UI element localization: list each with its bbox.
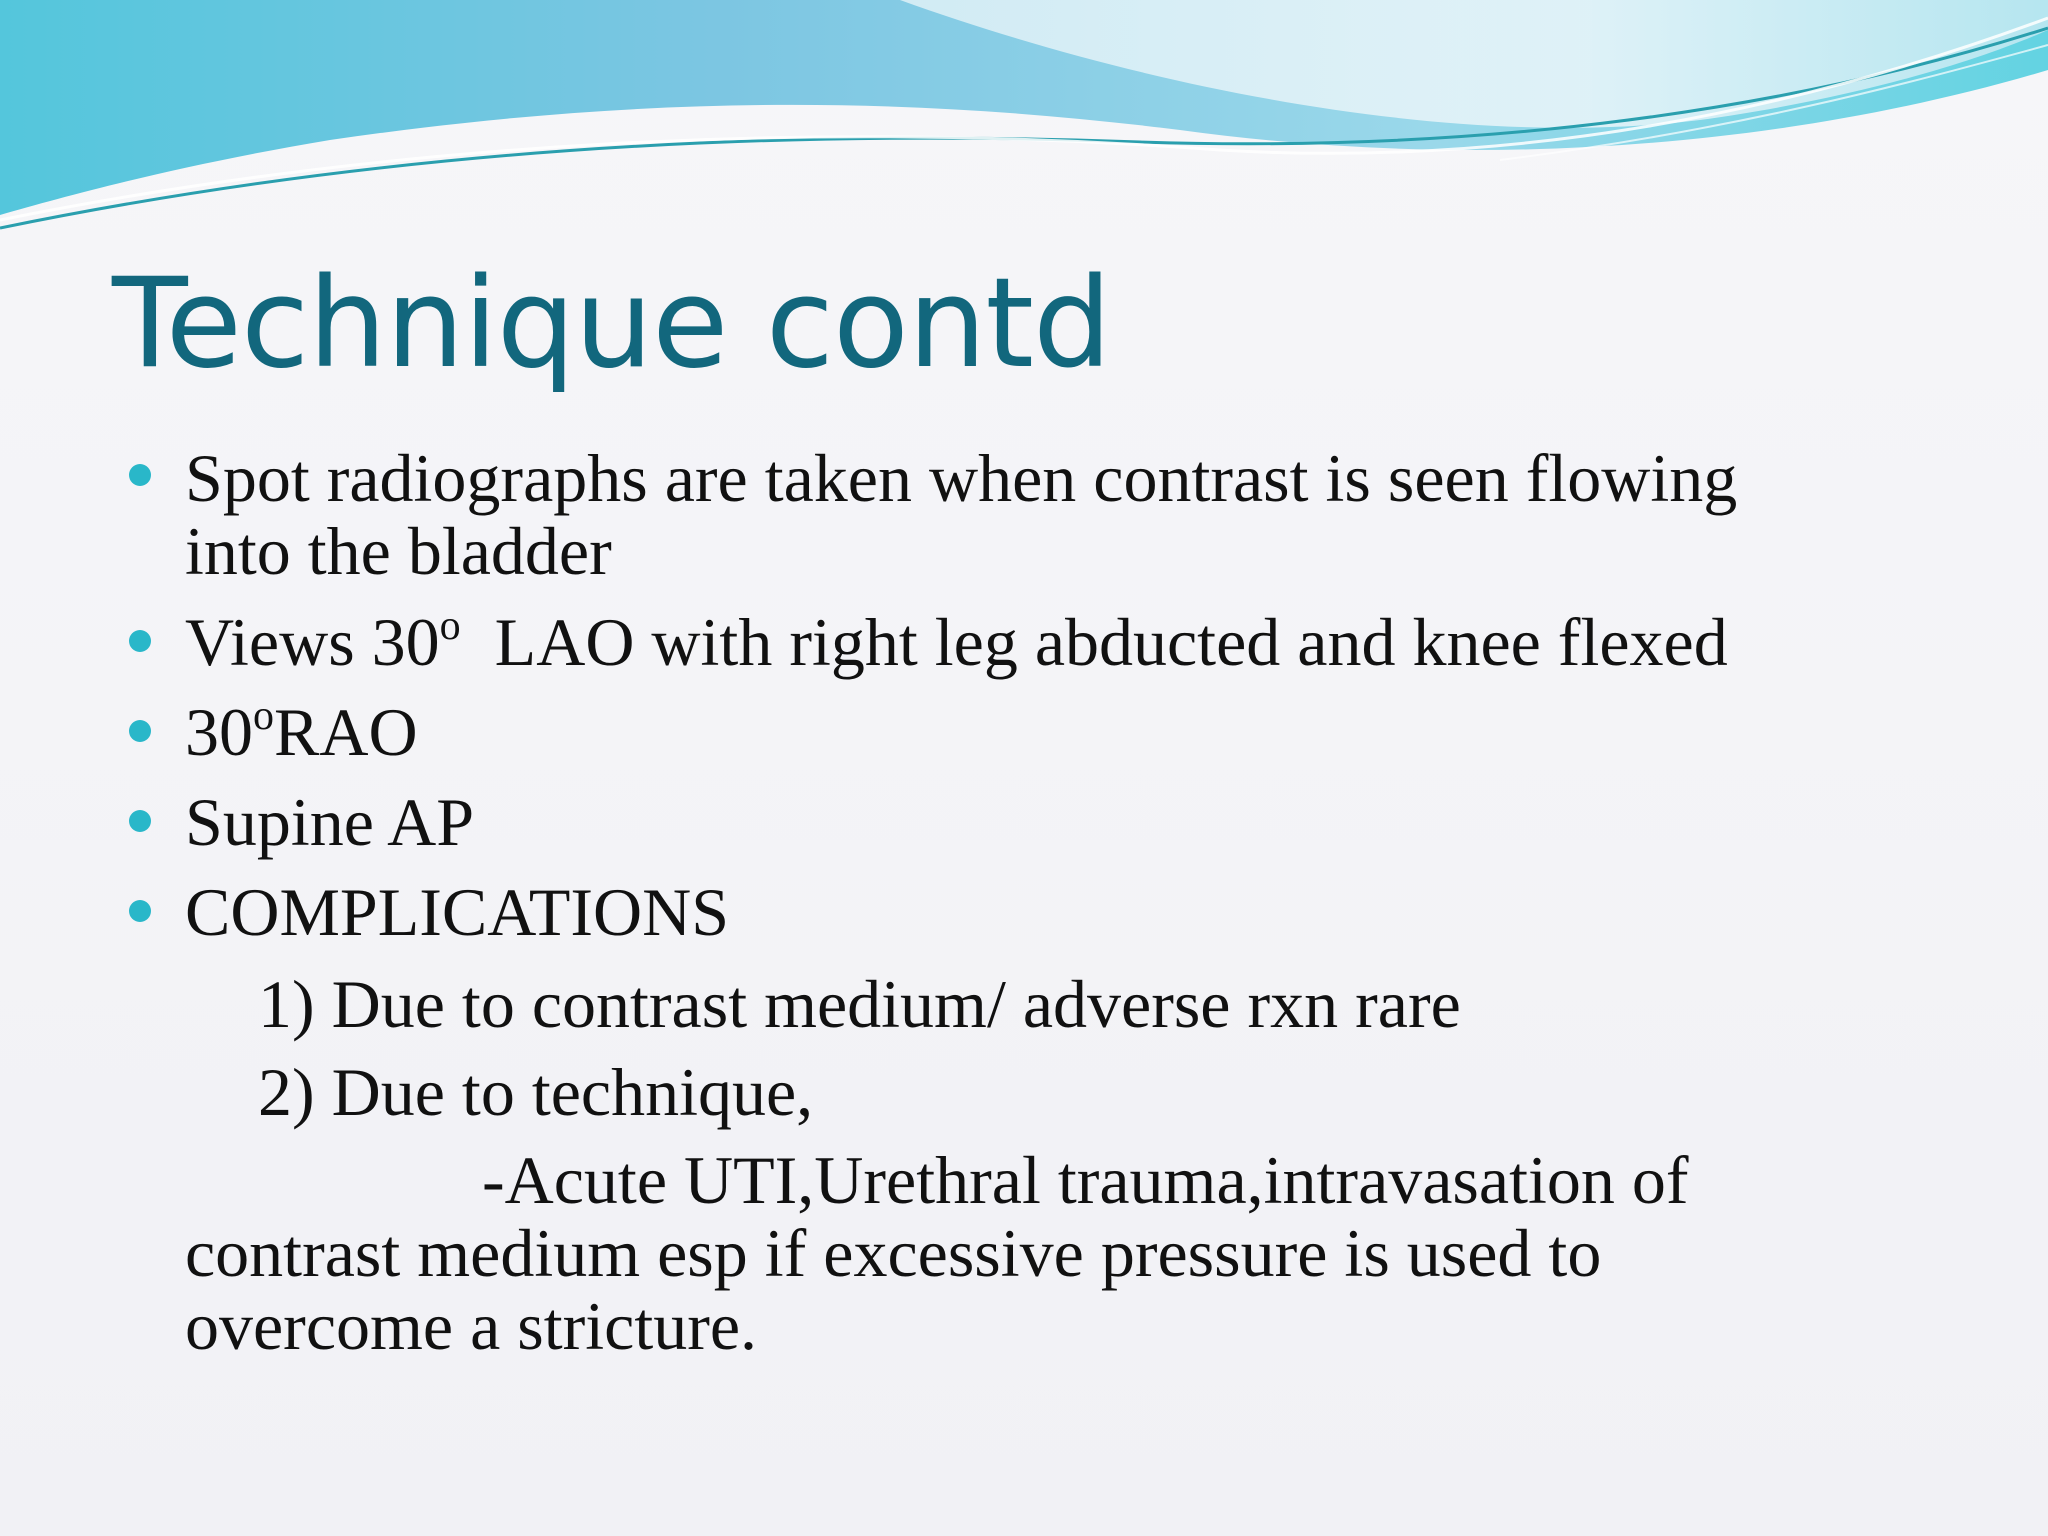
rao-angle-text: 30 (185, 694, 253, 770)
bullet-dot-icon (129, 464, 151, 486)
bullet-text-1b: into the bladder (185, 513, 612, 589)
bullet-text-3 (185, 693, 418, 770)
slide-title: Technique contd (112, 252, 1111, 396)
bullet-dot-icon (129, 720, 151, 742)
views-lao-text: LAO with right leg abducted and knee flexed (460, 604, 1728, 680)
degree-symbol: o (253, 693, 274, 739)
bullet-dot-icon (129, 900, 151, 922)
complication-item-2: 2) Due to technique, (258, 1054, 814, 1130)
complication-detail-2: contrast medium esp if excessive pressure is used to (185, 1215, 1602, 1291)
bullet-text-5: COMPLICATIONS (185, 874, 730, 950)
complication-item-1: 1) Due to contrast medium/ adverse rxn rare (258, 966, 1461, 1042)
bullet-text-4: Supine AP (185, 784, 475, 860)
views-angle-text: Views 30 (185, 604, 440, 680)
complication-detail-1: -Acute UTI,Urethral trauma,intravasation of (482, 1142, 1689, 1218)
degree-symbol: o (439, 603, 461, 649)
bullet-text-1a: Spot radiographs are taken when contrast is seen flowing (185, 440, 1738, 516)
bullet-text-2 (185, 603, 1728, 680)
bullet-dot-icon (129, 630, 151, 652)
bullet-dot-icon (129, 810, 151, 832)
rao-text: RAO (274, 694, 418, 770)
complication-detail-3: overcome a stricture. (185, 1288, 758, 1364)
